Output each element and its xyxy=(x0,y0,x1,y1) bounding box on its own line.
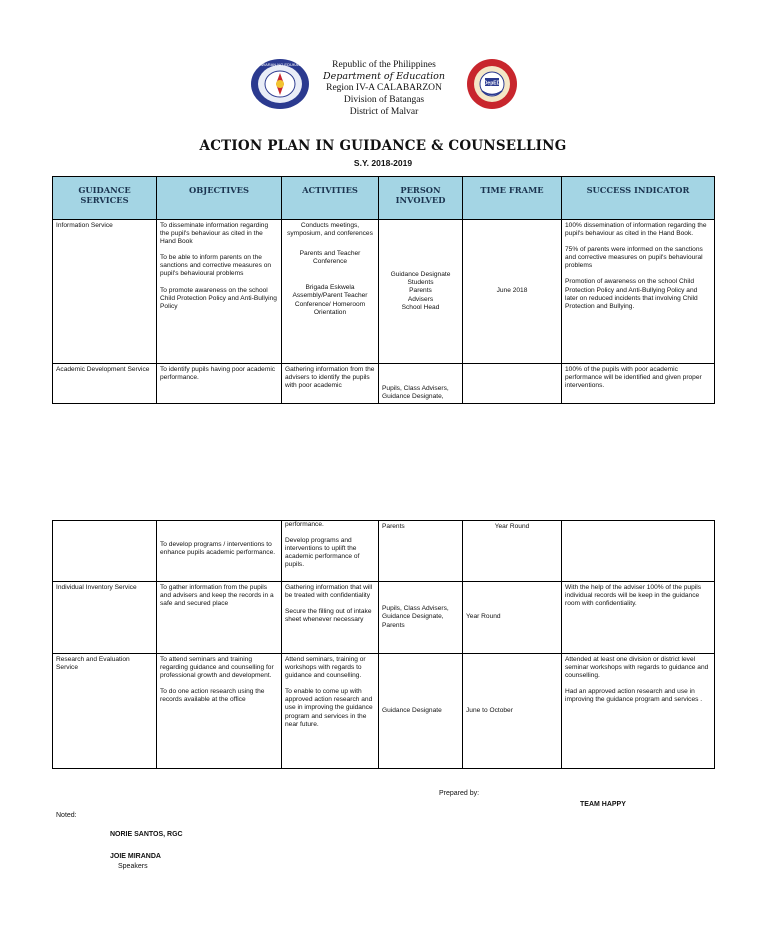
service-cell xyxy=(53,521,157,582)
indicator-cell xyxy=(562,654,715,769)
activity-text: Brigada Eskwela Assembly/Parent Teacher Conference/ Homeroom Orientation xyxy=(292,284,368,316)
timeframe-cell: June 2018 xyxy=(463,220,562,364)
timeframe-cell xyxy=(463,364,562,404)
col-header-objectives: OBJECTIVES xyxy=(157,177,282,220)
timeframe-cell: Year Round xyxy=(463,521,562,582)
activity-text: Secure the filling out of intake sheet whenever necessary xyxy=(285,608,372,624)
indicator-cell xyxy=(562,582,715,654)
activity-text: Gathering information from the advisers to identify the pupils with poor academic xyxy=(285,366,375,390)
indicator-text: 100% of the pupils with poor academic performance will be identified and given proper interventions. xyxy=(565,366,702,390)
division-line: Division of Batangas xyxy=(343,95,425,105)
activity-text: performance. xyxy=(285,521,324,528)
indicator-text: Had an approved action research and use in improving the guidance program and services . xyxy=(565,688,703,704)
objective-text: To attend seminars and training regarding guidance and counselling for professional growth and development. xyxy=(160,656,274,680)
activities-cell xyxy=(282,582,379,654)
document-title: ACTION PLAN IN GUIDANCE & COUNSELLING xyxy=(199,138,567,154)
activities-cell xyxy=(282,220,379,364)
activities-cell xyxy=(282,521,379,582)
objective-text: To gather information from the pupils and advisers and keep the records in a safe and secured place xyxy=(160,584,274,608)
service-cell: Academic Development Service xyxy=(53,364,157,404)
table-row xyxy=(53,220,715,364)
col-header-timeframe: TIME FRAME xyxy=(463,177,562,220)
objective-text: To disseminate information regarding the pupil's behaviour as cited in the Hand Book xyxy=(160,222,269,246)
persons-cell: Guidance Designate xyxy=(379,654,463,769)
objectives-cell xyxy=(157,521,282,582)
district-line: District of Malvar xyxy=(349,107,419,117)
indicator-cell xyxy=(562,220,715,364)
service-cell: Research and Evaluation Service xyxy=(53,654,157,769)
col-header-indicator: SUCCESS INDICATOR xyxy=(562,177,715,220)
noter-name-1: NORIE SANTOS, RGC xyxy=(110,831,183,838)
republic-line: Republic of the Philippines xyxy=(332,60,436,70)
timeframe-cell: June to October xyxy=(463,654,562,769)
indicator-text: 75% of parents were informed on the sanctions and corrective measures on pupil's behavioural problems xyxy=(565,246,703,270)
indicator-text: Promotion of awareness on the school Child Protection Policy and Anti-Bullying Policy and later on reduced incidents that involving Child Protection and Bullying. xyxy=(565,278,698,310)
persons-cell: Parents xyxy=(379,521,463,582)
department-line: Department of Education xyxy=(323,71,445,82)
service-cell: Individual Inventory Service xyxy=(53,582,157,654)
indicator-cell xyxy=(562,364,715,404)
objective-text: To be able to inform parents on the sanctions and corrective measures on pupil's behavioural problems xyxy=(160,254,272,278)
persons-cell: Guidance Designate Students Parents Advisers School Head xyxy=(379,220,463,364)
svg-text:DepED: DepED xyxy=(483,80,501,87)
objectives-cell xyxy=(157,220,282,364)
objective-text: To develop programs / interventions to enhance pupils academic performance. xyxy=(160,541,276,557)
indicator-cell xyxy=(562,521,715,582)
activities-cell xyxy=(282,654,379,769)
action-plan-table-page1 xyxy=(52,176,715,404)
objective-text: To promote awareness on the school Child Protection Policy and Anti-Bullying Policy xyxy=(160,286,277,310)
persons-cell: Pupils, Class Advisers, Guidance Designate, xyxy=(379,364,463,404)
region-line: Region IV-A CALABARZON xyxy=(326,83,442,93)
table-row xyxy=(53,521,715,582)
noter-role-2: Speakers xyxy=(118,863,148,870)
action-plan-table-page2 xyxy=(52,520,715,769)
objective-text: To do one action research using the records available at the office xyxy=(160,688,265,704)
activity-text: Conducts meetings, symposium, and conferences xyxy=(287,222,373,238)
col-header-persons: PERSON INVOLVED xyxy=(379,177,463,220)
activity-text: Develop programs and interventions to uplift the academic performance of pupils. xyxy=(285,537,360,569)
objectives-cell xyxy=(157,582,282,654)
activities-cell xyxy=(282,364,379,404)
indicator-text: With the help of the adviser 100% of the pupils individual records will be keep in the guidance room with confidentiality. xyxy=(565,584,701,608)
noted-label: Noted: xyxy=(56,812,77,819)
prepared-by-name: TEAM HAPPY xyxy=(580,801,626,808)
activity-text: Gathering information that will be treated with confidentiality xyxy=(285,584,373,600)
activity-text: Attend seminars, training or workshops with regards to guidance and counselling. xyxy=(285,656,366,680)
table-row xyxy=(53,654,715,769)
noter-name-2: JOIE MIRANDA xyxy=(110,853,161,860)
objectives-cell xyxy=(157,364,282,404)
col-header-services: GUIDANCE SERVICES xyxy=(53,177,157,220)
activity-text: To enable to come up with approved action research and use in improving the guidance program and services in the near future. xyxy=(285,688,373,728)
service-cell: Information Service xyxy=(53,220,157,364)
indicator-text: 100% dissemination of information regarding the pupil's behaviour as cited in the Hand Book. xyxy=(565,222,707,238)
svg-text:KAGAWARAN NG EDUKASYON: KAGAWARAN NG EDUKASYON xyxy=(250,62,310,67)
table-row xyxy=(53,364,715,404)
objective-text: To identify pupils having poor academic performance. xyxy=(160,366,276,382)
prepared-by-label: Prepared by: xyxy=(439,790,480,797)
persons-cell: Pupils, Class Advisers, Guidance Designate, Parents xyxy=(379,582,463,654)
school-year: S.Y. 2018-2019 xyxy=(353,158,413,168)
objectives-cell xyxy=(157,654,282,769)
table-row xyxy=(53,582,715,654)
indicator-text: Attended at least one division or district level seminar workshops with regards to guidance and counselling. xyxy=(565,656,709,680)
timeframe-cell: Year Round xyxy=(463,582,562,654)
activity-text: Parents and Teacher Conference xyxy=(299,250,361,266)
col-header-activities: ACTIVITIES xyxy=(282,177,379,220)
